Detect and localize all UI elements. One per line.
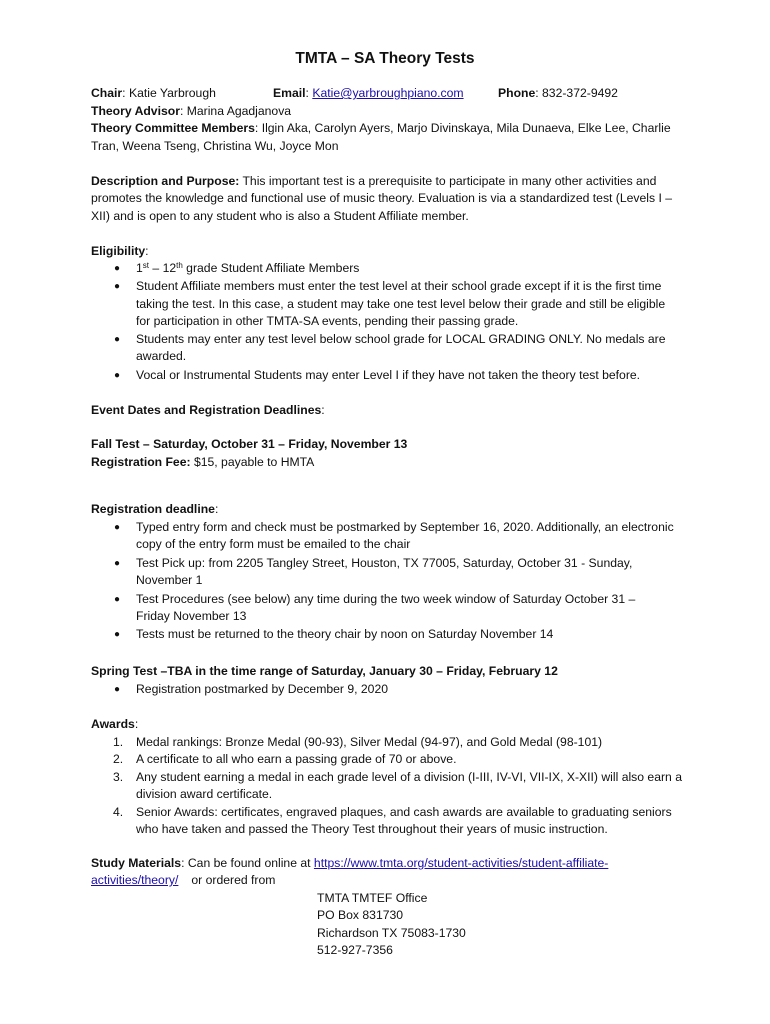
deadline-heading: Registration deadline: [91,502,219,516]
eligibility-item-level-cont: taking the test. In this case, a student may take one test level below their grade and still be eligible [136,297,666,311]
list-number: 1. [113,735,124,749]
phone-line: Phone: 832-372-9492 [498,86,618,100]
bullet-icon: ● [114,684,121,695]
deadline-item-pickup: Test Pick up: from 2205 Tangley Street, Houston, TX 77005, Saturday, October 31 - Sunday, [136,556,633,570]
advisor-line: Theory Advisor: Marina Agadjanova [91,104,292,118]
address-phone: 512-927-7356 [317,943,393,957]
page-title: TMTA – SA Theory Tests [295,50,475,67]
bullet-icon: ● [114,281,121,292]
committee-line-2: Tran, Weena Tseng, Christina Wu, Joyce Mon [91,139,339,153]
deadline-item-procedures-cont: Friday November 13 [136,609,247,623]
bullet-icon: ● [114,522,121,533]
deadline-item-entry-cont: copy of the entry form must be emailed to the chair [136,537,411,551]
award-item-senior: Senior Awards: certificates, engraved plaques, and cash awards are available to graduating seniors [136,805,672,819]
eligibility-item-level: Student Affiliate members must enter the test level at their school grade except if it is the first time [136,279,662,293]
award-item-division-cont: division award certificate. [136,787,273,801]
advisor-label: Theory Advisor [91,104,180,118]
advisor-name: Marina Agadjanova [186,104,292,118]
eligibility-heading: Eligibility: [91,244,149,258]
award-item-certificate: A certificate to all who earn a passing grade of 70 or above. [136,752,457,766]
description-line-3: XII) and is open to any student who is also a Student Affiliate member. [91,209,469,223]
fee-value: $15, payable to HMTA [193,455,315,469]
study-materials-line-2: activities/theory/ or ordered from [91,873,276,887]
bullet-icon: ● [114,558,121,569]
chair-name: Katie Yarbrough [128,86,216,100]
description-line-2: promotes the knowledge and functional use of music theory. Evaluation is via a standardized test (Levels I – [91,191,673,205]
list-number: 2. [113,752,124,766]
bullet-icon: ● [114,370,121,381]
phone-number: 832-372-9492 [542,86,618,100]
address-office: TMTA TMTEF Office [317,891,428,905]
email-line: Email: Katie@yarbroughpiano.com [273,86,464,100]
chair-label: Chair [91,86,123,100]
deadline-item-pickup-cont: November 1 [136,573,203,587]
email-link[interactable]: Katie@yarbroughpiano.com [312,86,464,100]
address-po-box: PO Box 831730 [317,908,404,922]
phone-label: Phone [498,86,536,100]
fee-label: Registration Fee: [91,455,191,469]
deadline-item-entry: Typed entry form and check must be postmarked by September 16, 2020. Additionally, an electronic [136,520,674,534]
award-item-medals: Medal rankings: Bronze Medal (90-93), Silver Medal (94-97), and Gold Medal (98-101) [136,735,603,749]
bullet-icon: ● [114,263,121,274]
bullet-icon: ● [114,594,121,605]
study-url-link[interactable]: https://www.tmta.org/student-activities/student-affiliate- [313,856,609,870]
study-label: Study Materials [91,856,182,870]
bullet-icon: ● [114,334,121,345]
fall-test-title: Fall Test – Saturday, October 31 – Friday, November 13 [91,437,408,451]
eligibility-item-level-cont: for participation in other TMTA-SA events, pending their passing grade. [136,314,519,328]
chair-line: Chair: Katie Yarbrough [91,86,216,100]
study-materials-line-1: Study Materials: Can be found online at https://www.tmta.org/student-activities/student-affiliate- [91,856,609,870]
deadline-item-procedures: Test Procedures (see below) any time during the two week window of Saturday October 31 – [136,592,636,606]
eligibility-item-vocal: Vocal or Instrumental Students may enter Level I if they have not taken the theory test before. [136,368,641,382]
committee-line-1: Theory Committee Members: Ilgin Aka, Carolyn Ayers, Marjo Divinskaya, Mila Dunaeva, Elke Lee, Charlie [91,121,671,135]
description-line-1: Description and Purpose: This important test is a prerequisite to participate in many other activities and [91,174,657,188]
awards-heading: Awards: [91,717,139,731]
list-number: 4. [113,805,124,819]
address-city: Richardson TX 75083-1730 [317,926,466,940]
award-item-division: Any student earning a medal in each grade level of a division (I-III, IV-VI, VII-IX, X-XII) will also earn a [136,770,682,784]
committee-members: Ilgin Aka, Carolyn Ayers, Marjo Divinskaya, Mila Dunaeva, Elke Lee, Charlie [261,121,671,135]
study-url-link-cont[interactable]: activities/theory/ [91,873,179,887]
email-label: Email [273,86,306,100]
award-item-senior-cont: who have taken and passed the Theory Test throughout their years of music instruction. [136,822,608,836]
list-number: 3. [113,770,124,784]
bullet-icon: ● [114,629,121,640]
eligibility-item-grades: 1st – 12th grade Student Affiliate Members [136,261,360,275]
description-label: Description and Purpose: [91,174,240,188]
spring-item-registration: Registration postmarked by December 9, 2020 [136,682,389,696]
deadline-item-return: Tests must be returned to the theory chair by noon on Saturday November 14 [136,627,554,641]
spring-test-title: Spring Test –TBA in the time range of Saturday, January 30 – Friday, February 12 [91,664,558,678]
eligibility-item-local: Students may enter any test level below school grade for LOCAL GRADING ONLY. No medals are [136,332,666,346]
events-heading: Event Dates and Registration Deadlines: [91,403,325,417]
eligibility-item-local-cont: awarded. [136,349,187,363]
registration-fee-line [91,454,314,472]
committee-label: Theory Committee Members [91,121,255,135]
